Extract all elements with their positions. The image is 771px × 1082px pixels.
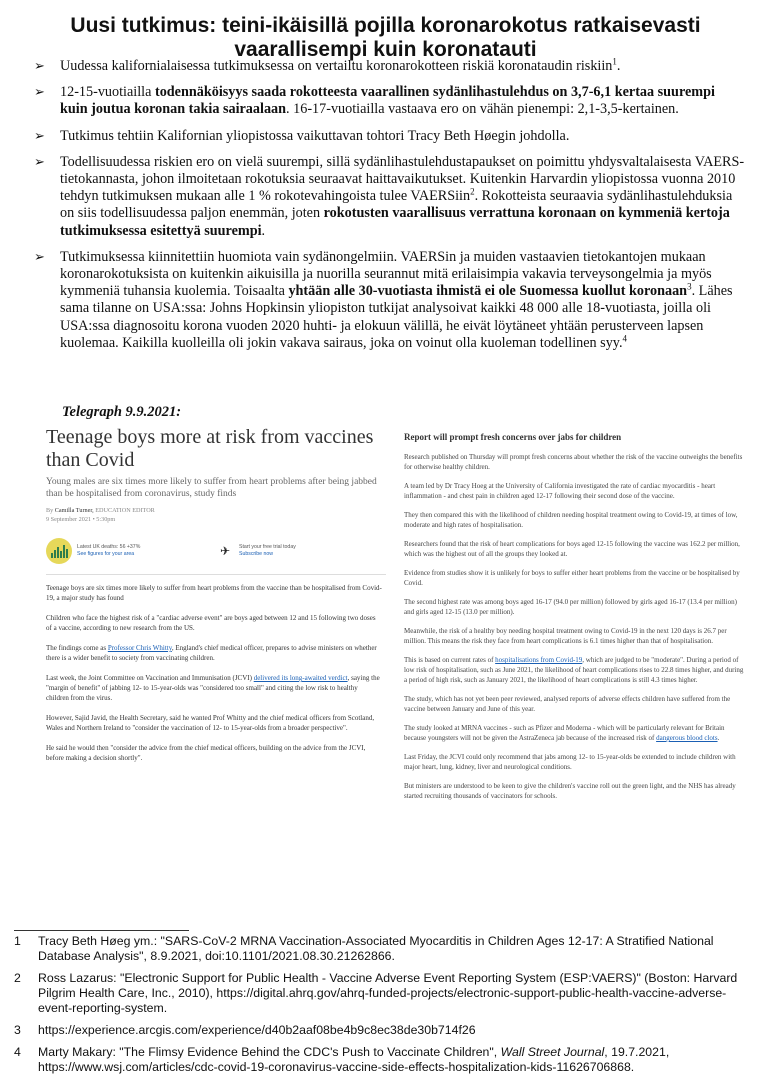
subscribe-widget[interactable]: ✈ Start your free trial today Subscribe now (220, 544, 296, 558)
footnote-item: 2 Ross Lazarus: "Electronic Support for Public Health - Vaccine Adverse Event Reporting System (ESP:VAERS)" (Boston: Harvard Pilgrim Health Care, Inc., 2010), https://digital.ahrq.gov/ahrq-funded-projects/electronic-support-public-health-vaccine-adverse-event-reporting-system. (14, 971, 738, 1015)
subscribe-link[interactable]: Subscribe now (239, 551, 274, 557)
bullet-item: ➢ Tutkimuksessa kiinnitettiin huomiota vain sydänongelmiin. VAERSin ja muiden vastaavien tietokantojen mukaan koronarokotuksista on kuitenkin aikuisilla ja nuorilla seurannut mitä erilaisimpia vakavia terveysongelmia ja myös kymmeniä tuhansia kuolemia. Toisaalta yhtään alle 30-vuotiasta ihmistä ei ole Suomessa kuollut koronaan$^3$. Lähes sama tilanne on USA:ssa: Johns Hopkinsin yliopiston tutkijat analysoivat kaikki 48 000 alle 18-vuotiasta, joilla oli USA:ssa diagnosoitu korona vuoden 2020 huhti- ja elokuun välillä, he eivät löytäneet yhtään perusterveen lapsen kuolemaa. Kaikilla kuolleilla oli jokin vakava sairaus, joka on voinut olla kuoleman todellinen syy.$^4$ (34, 248, 733, 351)
article-paragraph: Meanwhile, the risk of a healthy boy needing hospital treatment owing to Covid-19 in the next 120 days is 26.7 per million. This means the risk they face from heart complications is 6.1 times higher than that of hospitalisation. (404, 627, 727, 645)
article-paragraph: Teenage boys are six times more likely to suffer from heart problems from the vaccine than be hospitalised from Covid-19, a major study has found (46, 584, 382, 602)
article-paragraph: However, Sajid Javid, the Health Secretary, said he wanted Prof Whitty and the chief medical officers from Scotland, Wales and Northern Ireland to "consider the vaccination of 12- to 15-year-olds from a broader perspective". (46, 714, 375, 732)
article-paragraph: Researchers found that the risk of heart complications for boys aged 12-15 following the vaccine was 162.2 per million, which was the highest out of all the groups they looked at. (404, 540, 740, 558)
author-link[interactable]: Camilla Turner, (54, 507, 94, 514)
verdict-link[interactable]: delivered its long-awaited verdict (253, 674, 348, 682)
bullet-item: ➢ Uudessa kalifornialaisessa tutkimuksessa on vertailtu koronarokotteen riskiä koronataudin riskiin$^1$. (34, 56, 621, 74)
article-paragraph: Children who face the highest risk of a "cardiac adverse event" are boys aged between 12 and 15 following two doses of a vaccine, according to new research from the US. (46, 614, 376, 632)
section-heading: Report will prompt fresh concerns over jabs for children (404, 432, 622, 442)
article-screenshot-left (40, 426, 392, 846)
article-paragraph: They then compared this with the likelihood of children needing hospital treatment owing to Covid-19, at times of low, moderate and high rates of hospitalisation. (404, 511, 738, 529)
article-paragraph: He said he would then "consider the advice from the chief medical officers, building on the advice from the JCVI, before making a decision shortly". (46, 744, 366, 762)
hospitalisations-link[interactable]: hospitalisations from Covid-19 (495, 656, 583, 664)
article-screenshot-right (400, 426, 752, 846)
article-paragraph: A team led by Dr Tracy Hoeg at the University of California investigated the rate of cardiac myocarditis - heart inflammation - and chest pain in children aged 12-17 following their second dose of the vaccine. (404, 482, 716, 500)
paper-plane-icon: ✈ (220, 544, 231, 558)
chris-whitty-link[interactable]: Professor Chris Whitty (107, 644, 172, 652)
arrow-bullet-icon: ➢ (34, 128, 45, 144)
footnote-list (14, 934, 754, 1082)
arrow-bullet-icon: ➢ (34, 154, 45, 170)
article-paragraph: The study, which has not yet been peer reviewed, analysed reports of adverse effects children have suffered from the vaccine between January and June of this year. (404, 695, 731, 713)
article-paragraph: The findings come as Professor Chris Whitty, England's chief medical officer, prepares to advise ministers on whether there is a wider benefit to society from vaccinating children. (46, 644, 377, 662)
telegraph-caption: Telegraph 9.9.2021: (62, 404, 182, 420)
article-paragraph: But ministers are understood to be keen to give the children's vaccine roll out the green light, and the NHS has already started recruiting thousands of vaccinators for schools. (404, 782, 736, 800)
article-paragraph: This is based on current rates of hospitalisations from Covid-19, which are judged to be "moderate". During a period of low risk of hospitalisation, such as June 2021, the likelihood of heart complications rises to 22.8 times higher, and during a period of high risk, such as January 2021, the likelihood of heart complications is still 4.3 times higher. (404, 656, 744, 684)
bullet-list (34, 58, 746, 361)
see-figures-link[interactable]: See figures for your area (77, 551, 135, 557)
arrow-bullet-icon: ➢ (34, 85, 45, 101)
footnote-item: 4 Marty Makary: "The Flimsy Evidence Behind the CDC's Push to Vaccinate Children", Wall Street Journal, 19.7.2021, https://www.wsj.com/articles/cdc-covid-19-coronavirus-vaccine-side-effects-hospitalization-kids-11626706868. (14, 1045, 670, 1074)
article-paragraph: The study looked at MRNA vaccines - such as Pfizer and Moderna - which will be particularly relevant for Britain because youngsters will not be given the AstraZeneca jab because of the increased risk of dangerous blood clots. (404, 724, 725, 742)
footnote-divider (14, 930, 189, 931)
footnote-item: 3 https://experience.arcgis.com/experience/d40b2aaf08be4b9c8ec38de30b714f26 (14, 1023, 476, 1037)
arrow-bullet-icon: ➢ (34, 59, 45, 74)
divider (46, 574, 386, 575)
document-title: Uusi tutkimus: teini-ikäisillä pojilla koronarokotus ratkaisevasti vaarallisempi kuin koronatauti (70, 14, 701, 61)
article-headline: Teenage boys more at risk from vaccines than Covid (46, 426, 374, 471)
article-paragraph: Evidence from studies show it is unlikely for boys to suffer either heart problems from the vaccine or be hospitalised by Covid. (404, 569, 740, 587)
footnote-item: 1 Tracy Beth Høeg ym.: "SARS-CoV-2 MRNA Vaccination-Associated Myocarditis in Children Ages 12-17: A Stratified National Database Analysis", 8.9.2021, doi:10.1101/2021.08.30.21262866. (14, 934, 714, 963)
bullet-item: ➢ 12-15-vuotiailla todennäköisyys saada rokotteesta vaarallinen sydänlihastulehdus on 3,7-6,1 kertaa suurempi kuin joutua koronan takia sairaalaan. 16-17-vuotiailla vastaava ero on vähän pienempi: 2,1-3,5-kertainen. (34, 84, 715, 118)
article-widgets (46, 536, 392, 566)
covid-chart-icon (46, 538, 72, 564)
article-paragraph: Last Friday, the JCVI could only recommend that jabs among 12- to 15-year-olds be extended to include children with major heart, lung, kidney, liver and neurological conditions. (404, 753, 736, 771)
arrow-bullet-icon: ➢ (34, 249, 45, 265)
bullet-item: ➢ Tutkimus tehtiin Kalifornian yliopistossa vaikuttavan tohtori Tracy Beth Høegin johdolla. (34, 127, 570, 144)
article-paragraph: Last week, the Joint Committee on Vaccination and Immunisation (JCVI) delivered its long-awaited verdict, saying the "margin of benefit" of jabbing 12- to 15-year-olds was "considered too small" and citing the low risk to healthy children from the virus. (46, 674, 380, 702)
article-standfirst: Young males are six times more likely to suffer from heart problems after being jabbed than be hospitalised from coronavirus, study finds (46, 477, 377, 499)
blood-clots-link[interactable]: dangerous blood clots (656, 734, 718, 742)
article-paragraph: Research published on Thursday will prompt fresh concerns about whether the risk of the vaccine outweighs the benefits for otherwise healthy children. (404, 453, 743, 471)
covid-deaths-widget[interactable]: Latest UK deaths: 56 +37% See figures for your area (46, 538, 216, 564)
bullet-item: ➢ Todellisuudessa riskien ero on vielä suurempi, sillä sydänlihastulehdustapaukset on poimittu yhdysvaltalaisesta VAERS-tietokannasta, johon ilmoitetaan rokotuksia seuraavat haittavaikutukset. Kuitenkin Harvardin yliopistossa vuonna 2010 tehdyn tutkimuksen mukaan alle 1 % rokotevahingoista tulee VAERSiin$^2$. Rokotteista seuraavia sydänlihastulehduksia on siis todellisuudessa paljon enemmän, joten rokotusten vaarallisuus verrattuna koronaan on kymmeniä kertoja tutkimuksessa esitettyä suurempi. (34, 153, 745, 239)
article-byline: By Camilla Turner, EDUCATION EDITOR 9 September 2021 • 5:30pm (46, 507, 155, 523)
article-date: 9 September 2021 • 5:30pm (46, 516, 116, 523)
article-paragraph: The second highest rate was among boys aged 16-17 (94.0 per million) followed by girls aged 16-17 (13.4 per million) and girls aged 12-15 (13.0 per million). (404, 598, 738, 616)
